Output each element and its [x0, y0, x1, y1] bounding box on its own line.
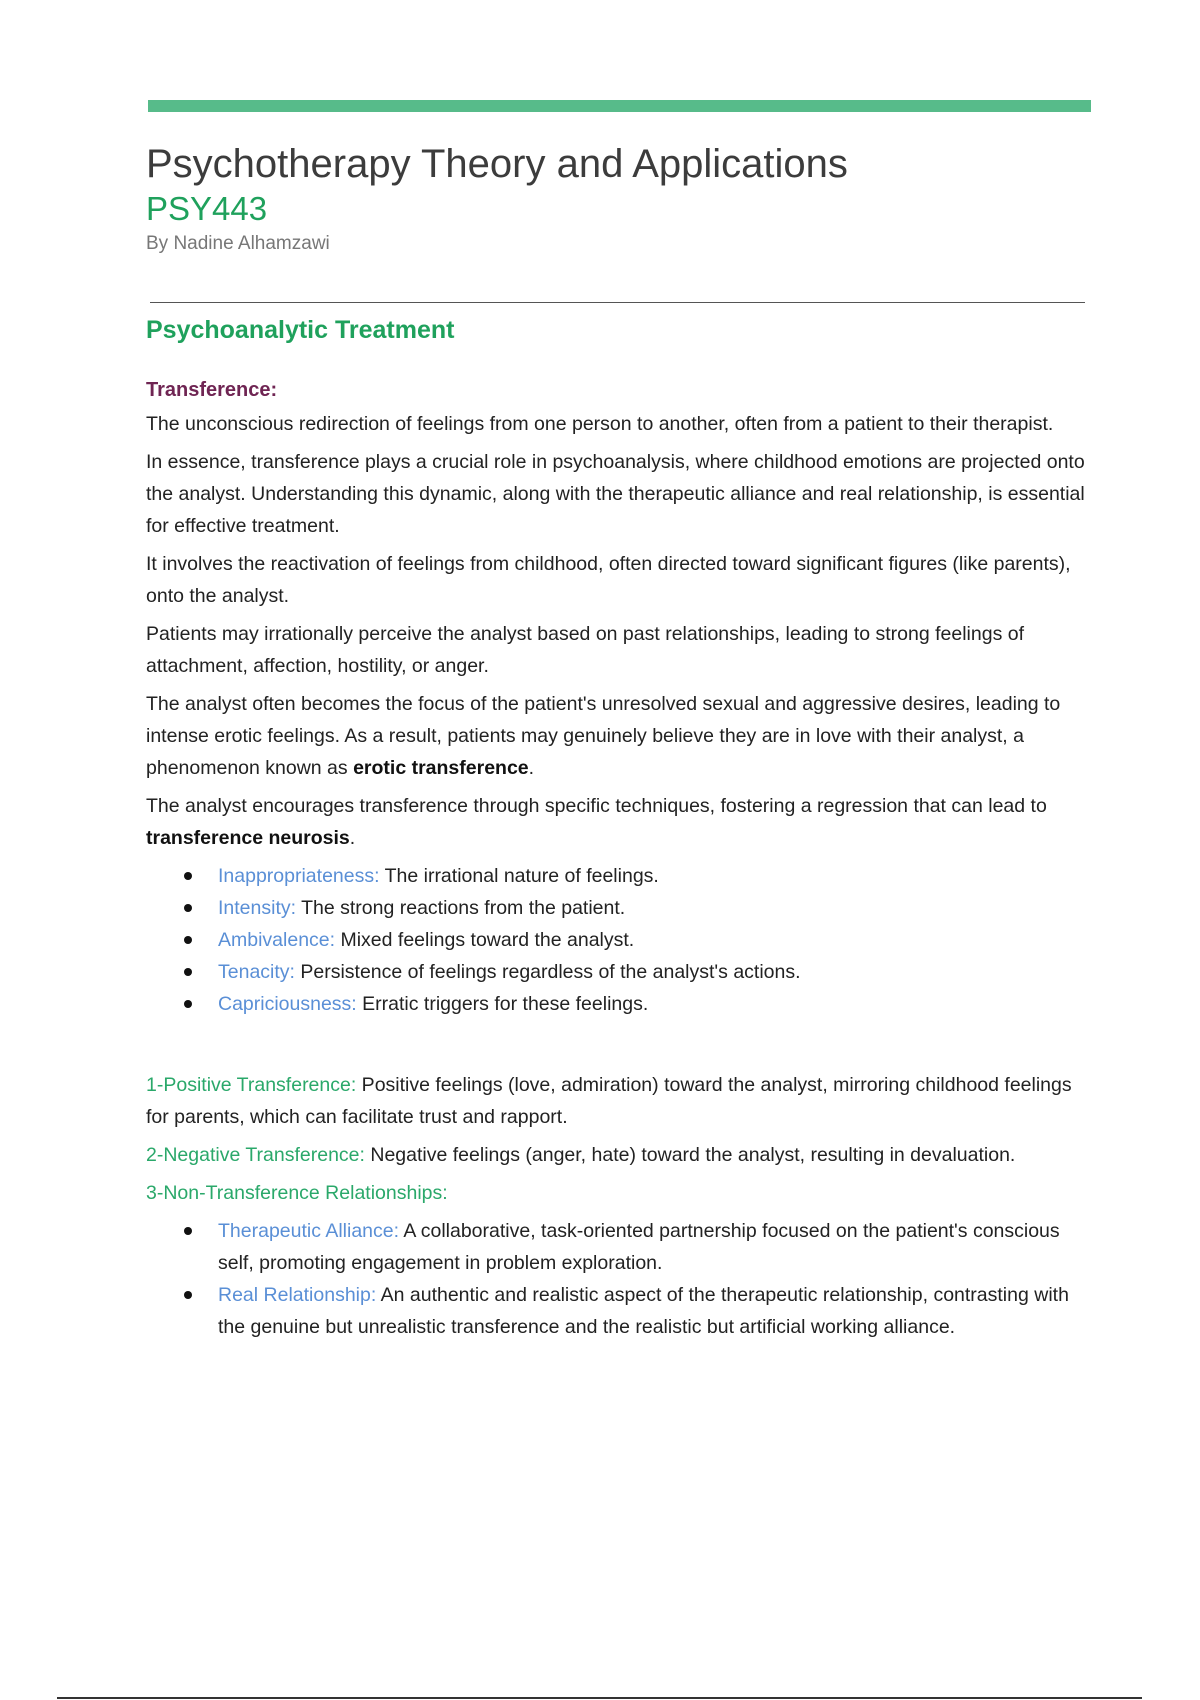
paragraph-erotic-transference — [146, 688, 1096, 784]
type-term: 3-Non-Transference Relationships: — [146, 1182, 448, 1204]
paragraph: In essence, transference plays a crucial role in psychoanalysis, where childhood emotions are projected onto the analyst. Understanding this dynamic, along with the therapeutic alliance and real relationship, is essential for effective treatment. — [146, 451, 1085, 537]
positive-transference — [146, 1069, 1096, 1133]
type-desc: Negative feelings (anger, hate) toward the analyst, resulting in devaluation. — [364, 1144, 1016, 1166]
list-item-term: Intensity: — [218, 897, 297, 919]
paragraph: Patients may irrationally perceive the analyst based on past relationships, leading to strong feelings of attachment, affection, hostility, or anger. — [146, 623, 1025, 677]
paragraph: The unconscious redirection of feelings from one person to another, often from a patient to their therapist. — [146, 413, 1054, 435]
bullet-icon — [184, 872, 192, 880]
paragraph-end: . — [349, 827, 356, 849]
bullet-icon — [184, 968, 192, 976]
spacer — [146, 1020, 1096, 1066]
bold-term: transference neurosis — [146, 827, 350, 849]
features-list — [146, 860, 1096, 1020]
list-item-term: Tenacity: — [218, 961, 295, 983]
list-item — [182, 956, 1096, 988]
non-transference-list — [146, 1215, 1096, 1343]
list-item-term: Real Relationship: — [218, 1284, 377, 1306]
bullet-icon — [184, 1291, 192, 1299]
list-item-desc: An authentic and realistic aspect of the therapeutic relationship, contrasting with the genuine but unrealistic transference and the realistic but artificial working alliance. — [218, 1284, 1069, 1338]
list-item — [182, 1279, 1096, 1343]
bullet-icon — [184, 936, 192, 944]
header-accent-bar — [148, 100, 1091, 112]
document-title: Psychotherapy Theory and Applications — [146, 142, 848, 186]
list-item — [182, 924, 1096, 956]
list-item-term: Capriciousness: — [218, 993, 357, 1015]
paragraph: It involves the reactivation of feelings from childhood, often directed toward significant figures (like parents), onto the analyst. — [146, 553, 1071, 607]
non-transference-heading — [146, 1177, 1096, 1209]
bullet-icon — [184, 1000, 192, 1008]
bold-term: erotic transference — [353, 757, 529, 779]
list-item — [182, 1215, 1096, 1279]
negative-transference — [146, 1139, 1096, 1171]
paragraph-transference-neurosis — [146, 790, 1096, 854]
list-item-term: Inappropriateness: — [218, 865, 380, 887]
type-term: 1-Positive Transference: — [146, 1074, 357, 1096]
list-item-term: Therapeutic Alliance: — [218, 1220, 400, 1242]
section-divider — [150, 302, 1085, 303]
list-item-desc: The strong reactions from the patient. — [296, 897, 626, 919]
type-term: 2-Negative Transference: — [146, 1144, 365, 1166]
paragraph-text: The analyst often becomes the focus of the patient's unresolved sexual and aggressive desires, leading to intense erotic feelings. As a result, patients may genuinely believe they are in love with their analyst, a phenomenon known as — [146, 693, 1061, 779]
list-item-desc: Mixed feelings toward the analyst. — [335, 929, 635, 951]
list-item — [182, 860, 1096, 892]
page-bottom-rule — [57, 1697, 1142, 1699]
paragraph-text: The analyst encourages transference through specific techniques, fostering a regression that can lead to — [146, 795, 1047, 817]
course-code: PSY443 — [146, 190, 268, 227]
author-byline: By Nadine Alhamzawi — [146, 233, 330, 254]
paragraph-end: . — [528, 757, 535, 779]
list-item — [182, 892, 1096, 924]
type-desc: Positive feelings (love, admiration) toward the analyst, mirroring childhood feelings for parents, which can facilitate trust and rapport. — [146, 1074, 1072, 1128]
list-item-desc: Persistence of feelings regardless of the analyst's actions. — [294, 961, 801, 983]
list-item-desc: Erratic triggers for these feelings. — [356, 993, 649, 1015]
section-heading: Psychoanalytic Treatment — [146, 316, 455, 344]
list-item-term: Ambivalence: — [218, 929, 336, 951]
document-body — [146, 138, 1096, 1343]
list-item-desc: A collaborative, task-oriented partnership focused on the patient's conscious self, promoting engagement in problem exploration. — [218, 1220, 1060, 1274]
list-item — [182, 988, 1096, 1020]
subsection-heading: Transference: — [146, 379, 278, 401]
bullet-icon — [184, 904, 192, 912]
bullet-icon — [184, 1227, 192, 1235]
list-item-desc: The irrational nature of feelings. — [379, 865, 659, 887]
